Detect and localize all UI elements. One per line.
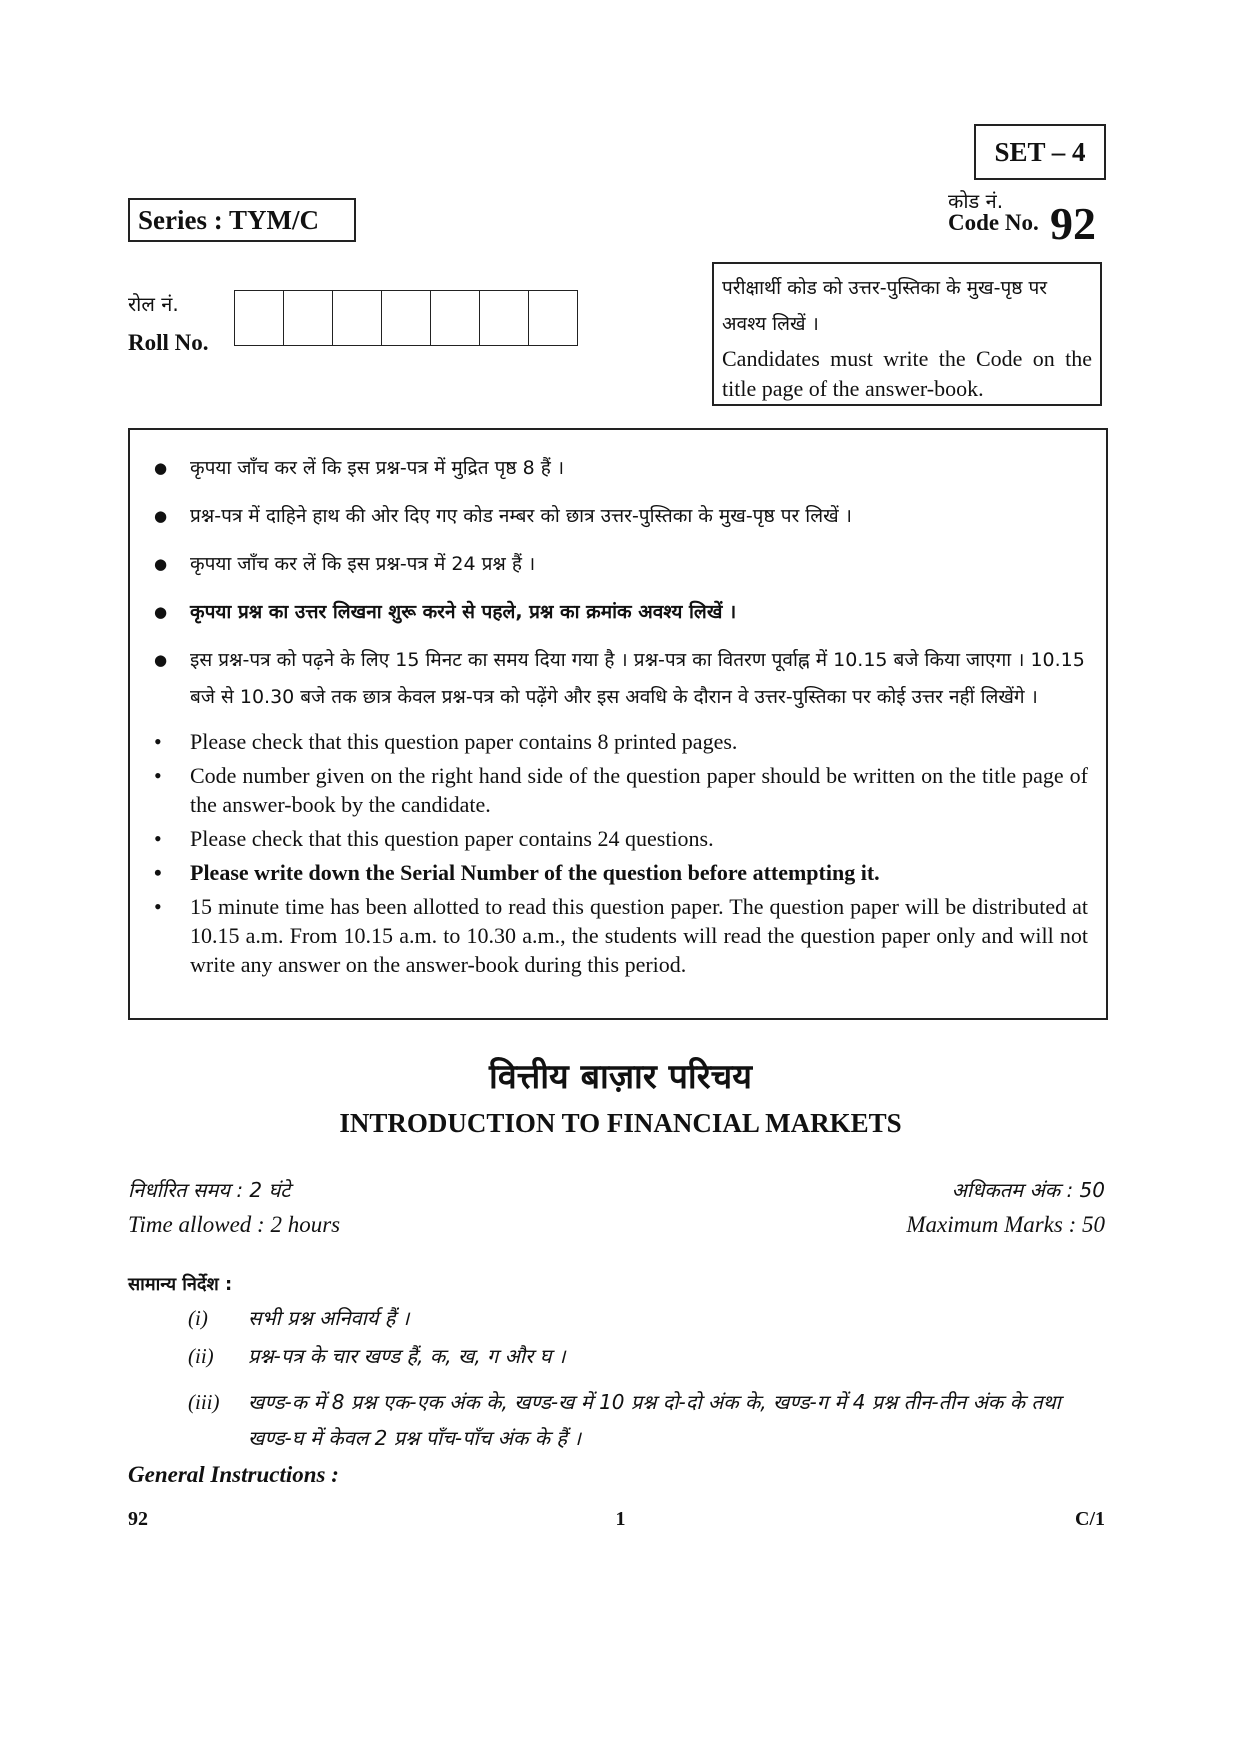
maximum-marks: Maximum Marks : 50 <box>906 1212 1105 1237</box>
item-text: सभी प्रश्न अनिवार्य हैं । <box>248 1306 410 1330</box>
instruction-item: • Please check that this question paper contains 8 printed pages. <box>148 727 1088 756</box>
roll-digit-box <box>431 291 480 345</box>
item-text: खण्ड-क में 8 प्रश्न एक-एक अंक के, खण्ड-ख में 10 प्रश्न दो-दो अंक के, खण्ड-ग में 4 प्रश्न तीन-तीन अंक के तथा खण्ड-घ में केवल 2 प्रश्न पाँच-पाँच अंक के हैं । <box>248 1390 1061 1450</box>
instruction-item: ● इस प्रश्न-पत्र को पढ़ने के लिए 15 मिनट का समय दिया गया है । प्रश्न-पत्र का वितरण पूर्वाह्न में 10.15 बजे किया जाएगा । 10.15 बजे से 10.30 बजे तक छात्र केवल प्रश्न-पत्र को पढ़ेंगे और इस अवधि के दौरान वे उत्तर-पुस्तिका पर कोई उत्तर नहीं लिखेंगे । <box>148 642 1088 716</box>
roll-digit-box <box>284 291 333 345</box>
instruction-item: • Please check that this question paper contains 24 questions. <box>148 824 1088 853</box>
general-instruction-item <box>188 1384 1088 1456</box>
candidate-note-hindi: परीक्षार्थी कोड को उत्तर-पुस्तिका के मुख-पृष्ठ पर अवश्य लिखें । <box>722 277 1048 335</box>
roll-digit-box <box>529 291 577 345</box>
code-number: 92 <box>1050 198 1096 249</box>
paper-title-hindi: वित्तीय बाज़ार परिचय <box>489 1057 752 1097</box>
roll-number-boxes <box>234 290 578 346</box>
page-number: 1 <box>615 1508 626 1530</box>
instruction-item: • 15 minute time has been allotted to read this question paper. The question paper will be distributed at 10.15 a.m. From 10.15 a.m. to 10.30 a.m., the students will read the question paper only and will not write any answer on the answer-book during this period. <box>148 892 1088 979</box>
instruction-item: • Code number given on the right hand side of the question paper should be written on the title page of the answer-book by the candidate. <box>148 761 1088 819</box>
code-label-hindi: कोड नं. <box>948 189 1004 213</box>
instruction-item: ● कृपया जाँच कर लें कि इस प्रश्न-पत्र में मुद्रित पृष्ठ 8 हैं । <box>148 450 1088 487</box>
footer-code: 92 <box>128 1508 148 1530</box>
instruction-item: ● प्रश्न-पत्र में दाहिने हाथ की ओर दिए गए कोड नम्बर को छात्र उत्तर-पुस्तिका के मुख-पृष्ठ पर लिखें । <box>148 498 1088 535</box>
series-box: Series : TYM/C <box>128 198 356 242</box>
candidate-note-english: Candidates must write the Code on the title page of the answer-book. <box>722 346 1092 401</box>
general-instructions-heading-hindi: सामान्य निर्देश : <box>128 1274 233 1295</box>
instruction-item: ● कृपया प्रश्न का उत्तर लिखना शुरू करने से पहले, प्रश्न का क्रमांक अवश्य लिखें । <box>148 594 1088 631</box>
general-instruction-item <box>188 1338 1088 1374</box>
item-number: (ii) <box>188 1344 214 1368</box>
code-label: Code No. <box>948 210 1039 235</box>
roll-digit-box <box>480 291 529 345</box>
roll-digit-box <box>235 291 284 345</box>
roll-digit-box <box>333 291 382 345</box>
roll-label: Roll No. <box>128 330 209 355</box>
time-allowed: Time allowed : 2 hours <box>128 1212 341 1237</box>
set-number-box: SET – 4 <box>974 124 1106 180</box>
roll-digit-box <box>382 291 431 345</box>
item-number: (i) <box>188 1306 208 1330</box>
general-instruction-item <box>188 1300 1088 1336</box>
roll-label-hindi: रोल नं. <box>128 292 179 316</box>
candidate-note-box <box>712 262 1102 406</box>
item-number: (iii) <box>188 1390 220 1414</box>
general-instructions-heading: General Instructions : <box>128 1462 339 1487</box>
instruction-item: ● कृपया जाँच कर लें कि इस प्रश्न-पत्र में 24 प्रश्न हैं । <box>148 546 1088 583</box>
instructions-box <box>128 428 1108 1020</box>
english-instructions <box>148 727 1088 979</box>
hindi-instructions <box>148 450 1088 716</box>
item-text: प्रश्न-पत्र के चार खण्ड हैं, क, ख, ग और घ । <box>248 1344 566 1368</box>
maximum-marks-hindi: अधिकतम अंक : 50 <box>951 1178 1105 1202</box>
footer-set: C/1 <box>1075 1508 1105 1530</box>
instruction-item: • Please write down the Serial Number of the question before attempting it. <box>148 858 1088 887</box>
time-allowed-hindi: निर्धारित समय : 2 घंटे <box>128 1178 291 1202</box>
paper-title: INTRODUCTION TO FINANCIAL MARKETS <box>339 1108 902 1138</box>
